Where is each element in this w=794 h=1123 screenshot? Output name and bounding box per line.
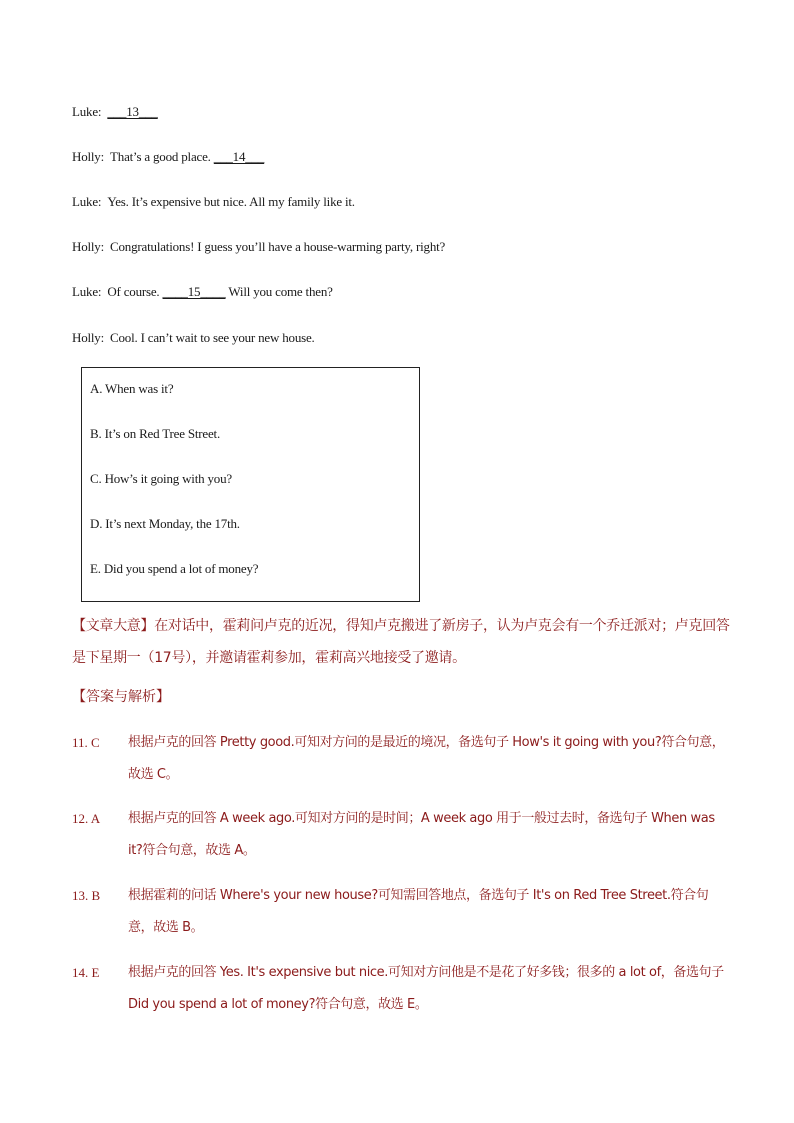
dialog-text: Cool. I can’t wait to see your new house. — [110, 330, 315, 345]
dialog-line — [72, 329, 315, 347]
speaker: Holly: — [72, 149, 105, 164]
speaker: Holly: — [72, 330, 105, 345]
speaker: Luke: — [72, 104, 102, 119]
speaker: Luke: — [72, 194, 102, 209]
speaker: Holly: — [72, 239, 105, 254]
option-a: A. When was it? — [90, 381, 174, 396]
answer-explanation: 根据卢克的回答 A week ago.可知对方问的是时间；A week ago 用于一般过去时，备选句子 When was it?符合句意，故选 A。 — [128, 811, 715, 858]
answers-heading: 【答案与解析】 — [72, 689, 170, 705]
answer-number: 14. E — [72, 965, 100, 980]
summary-tag: 【文章大意】 — [72, 618, 155, 634]
answer-item — [72, 727, 732, 791]
speaker: Luke: — [72, 284, 102, 299]
option-e: E. Did you spend a lot of money? — [90, 561, 259, 576]
answer-explanation: 根据卢克的回答 Pretty good.可知对方问的是最近的境况，备选句子 How's it going with you?符合句意，故选 C。 — [128, 735, 725, 782]
article-summary — [72, 610, 732, 674]
option-b: B. It’s on Red Tree Street. — [90, 426, 221, 441]
answer-explanation: 根据霍莉的问话 Where's your new house?可知需回答地点，备选句子 It's on Red Tree Street.符合句意，故选 B。 — [128, 888, 709, 935]
answer-number: 12. A — [72, 811, 101, 826]
dialog-text: Congratulations! I guess you’ll have a house-warming party, right? — [110, 239, 446, 254]
dialog-line — [72, 148, 264, 166]
blank: ___14___ — [213, 149, 265, 164]
dialog-text: That’s a good place. — [110, 149, 214, 164]
dialog-text: Of course. — [107, 284, 163, 299]
dialog-text: Yes. It’s expensive but nice. All my family like it. — [107, 194, 355, 209]
answer-explanation: 根据卢克的回答 Yes. It's expensive but nice.可知对方问他是不是花了好多钱；很多的 a lot of，备选句子 Did you spend a lot of money?符合句意，故选 E。 — [128, 965, 724, 1012]
option-d: D. It’s next Monday, the 17th. — [90, 516, 240, 531]
dialog-line — [72, 193, 355, 211]
answer-number: 11. C — [72, 735, 100, 750]
answer-item — [72, 803, 732, 867]
answer-item — [72, 957, 732, 1021]
options-box — [81, 367, 420, 602]
dialog-line — [72, 283, 333, 301]
answer-item — [72, 880, 732, 944]
dialog-text: Will you come then? — [225, 284, 333, 299]
blank: ____15____ — [162, 284, 226, 299]
summary-text: 在对话中，霍莉问卢克的近况，得知卢克搬进了新房子，认为卢克会有一个乔迁派对；卢克回答是下星期一（17号），并邀请霍莉参加，霍莉高兴地接受了邀请。 — [72, 618, 730, 666]
dialog-line — [72, 238, 445, 256]
option-c: C. How’s it going with you? — [90, 471, 232, 486]
dialog-line — [72, 103, 158, 121]
answer-number: 13. B — [72, 888, 101, 903]
blank: ___13___ — [107, 104, 158, 119]
